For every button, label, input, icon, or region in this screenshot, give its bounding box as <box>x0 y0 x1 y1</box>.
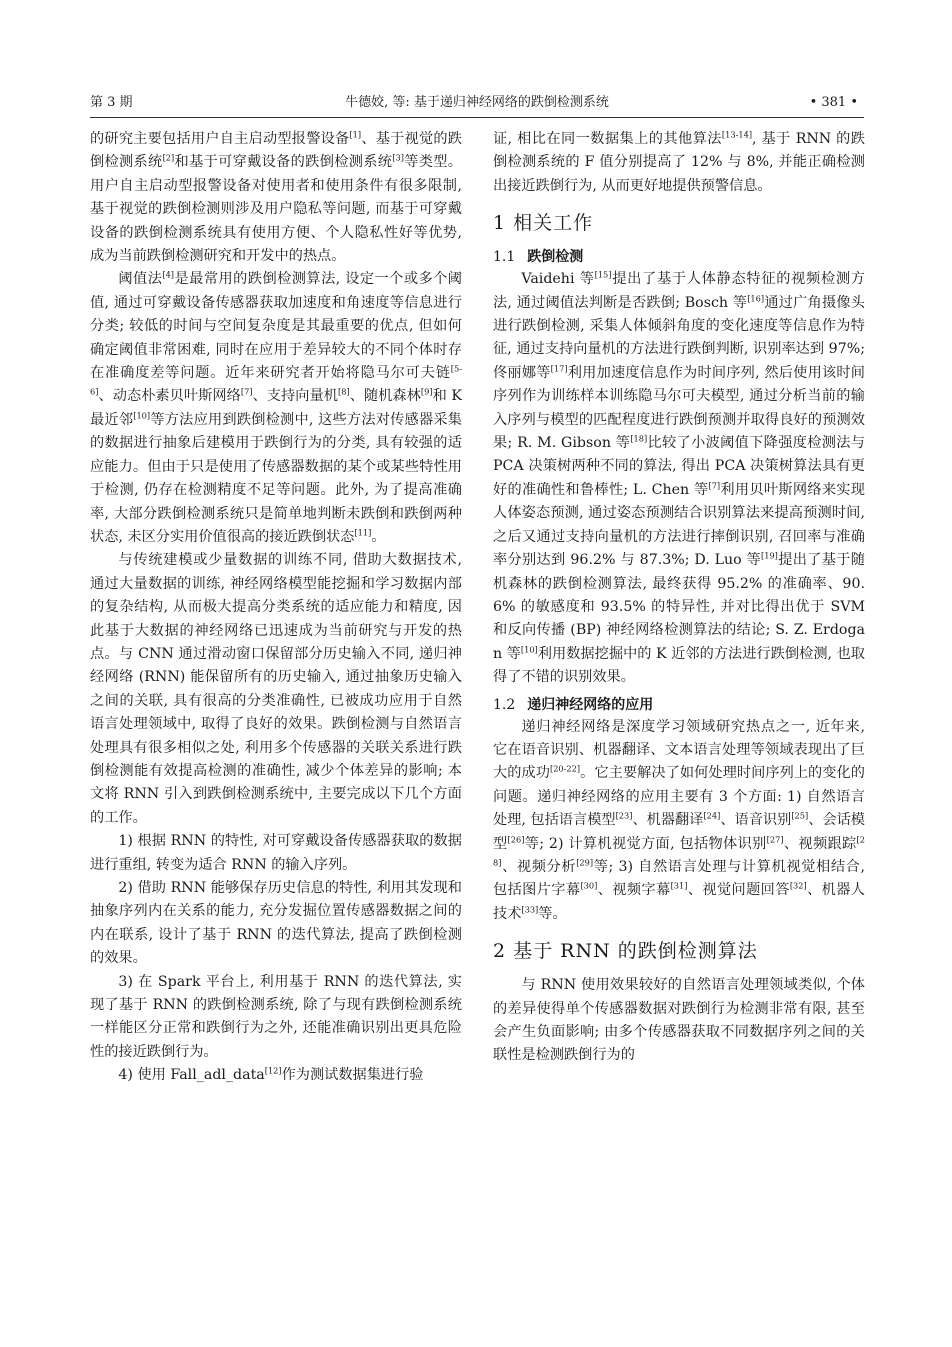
citation: [10] <box>520 643 538 654</box>
left-column <box>90 128 462 1088</box>
section-heading: 2 基于 RNN 的跌倒检测算法 <box>493 940 758 963</box>
paragraph: 递归神经网络是深度学习领域研究热点之一, 近年来, 它在语音识别、机器翻译、文本语言处理等领域表现出了巨大的成功[20-22]。它主要解决了如何处理时间序列上的变化的问题。递归神经网络的应用主要有 3 个方面: 1) 自然语言处理, 包括语言模型[23]、机器翻译[24]、语音识别[25]、会话模型[26]等; 2) 计算机视觉方面, 包括物体识别[27]、视频跟踪[28]、视频分析[29]等; 3) 自然语言处理与计算机视觉相结合, 包括图片字幕[30]、视频字幕[31]、视觉问题回答[32]、机器人技术[33]等。 <box>493 718 865 922</box>
citation: [8] <box>337 386 350 397</box>
citation: [25] <box>791 810 809 821</box>
citation: [23] <box>615 810 633 821</box>
paragraph: 1) 根据 RNN 的特性, 对可穿戴设备传感器获取的数据进行重组, 转变为适合 RNN 的输入序列。 <box>90 833 462 873</box>
section-heading: 1 相关工作 <box>493 212 594 235</box>
citation: [33] <box>521 904 539 915</box>
citation: [5-6] <box>90 363 462 397</box>
citation: [15] <box>594 269 612 280</box>
paragraph: Vaidehi 等[15]提出了基于人体静态特征的视频检测方法, 通过阈值法判断是否跌倒; Bosch 等[16]通过广角摄像头进行跌倒检测, 采集人体倾斜角度的变化速度等信息作为特征, 通过支持向量机的方法进行跌倒判断, 识别率达到 97%; 佟丽娜等[17]利用加速度信息作为时间序列, 然后使用该时间序列作为训练样本训练隐马尔可夫模型, 通过分析当前的输入序列与模型的匹配程度进行跌倒预测并取得良好的预测效果; R. M. Gibson 等[18]比较了小波阈值下降强度检测法与 PCA 决策树两种不同的算法, 得出 PCA 决策树算法具有更好的准确性和鲁棒性; L. Chen 等[7]利用贝叶斯网络来实现人体姿态预测, 通过姿态预测结合识别算法来提高预测时间, 之后又通过支持向量机的方法进行摔倒识别, 召回率与准确率分别达到 96.2% 与 87.3%; D. Luo 等[19]提出了基于随机森林的跌倒检测算法, 最终获得 95.2% 的准确率、90.6% 的敏感度和 93.5% 的特异性, 并对比得出优于 SVM 和反向传播 (BP) 神经网络检测算法的结论; S. Z. Erdogan 等[10]利用数据挖掘中的 K 近邻的方法进行跌倒检测, 也取得了不错的识别效果。 <box>493 269 865 686</box>
right-column <box>493 128 865 1068</box>
citation: [28] <box>493 833 865 868</box>
subsection-heading: 1.2 递归神经网络的应用 <box>493 696 654 713</box>
paragraph: 3) 在 Spark 平台上, 利用基于 RNN 的迭代算法, 实现了基于 RNN 的跌倒检测系统, 除了与现有跌倒检测系统一样能区分正常和跌倒行为之外, 还能准确识别出更具危险性的接近跌倒行为。 <box>90 973 462 1060</box>
paragraph: 与传统建模或少量数据的训练不同, 借助大数据技术, 通过大量数据的训练, 神经网络模型能挖掘和学习数据内部的复杂结构, 从而极大提高分类系统的适应能力和精度, 因此基于大数据的神经网络已迅速成为当前研究与开发的热点。与 CNN 通过滑动窗口保留部分历史输入不同, 递归神经网络 (RNN) 能保留所有的历史输入, 通过抽象历史输入之间的关联, 具有很高的分类准确性, 已被成功应用于自然语言处理领域中, 取得了良好的效果。跌倒检测与自然语言处理具有很多相似之处, 利用多个传感器的关联关系进行跌倒检测能有效提高检测的准确性, 减少个体差异的影响; 本文将 RNN 引入到跌倒检测系统中, 主要完成以下几个方面的工作。 <box>90 552 462 826</box>
paragraph: 的研究主要包括用户自主启动型报警设备[1]、基于视觉的跌倒检测系统[2]和基于可穿戴设备的跌倒检测系统[3]等类型。用户自主启动型报警设备对使用者和使用条件有很多限制, 基于视觉的跌倒检测则涉及用户隐私等问题, 而基于可穿戴设备的跌倒检测系统具有使用方便、个人隐私性好等优势, 成为当前跌倒检测研究和开发中的热点。 <box>90 129 462 265</box>
citation: [7] <box>708 480 721 491</box>
citation: [32] <box>789 880 807 891</box>
header-rule <box>90 117 864 118</box>
citation: [20-22] <box>549 763 581 774</box>
citation: [24] <box>703 810 721 821</box>
citation: [10] <box>133 410 151 421</box>
citation: [4] <box>162 269 175 280</box>
paragraph: 2) 借助 RNN 能够保存历史信息的特性, 利用其发现和抽象序列内在关系的能力, 充分发掘位置传感器数据之间的内在联系, 设计了基于 RNN 的迭代算法, 提高了跌倒检测的效果。 <box>90 880 462 967</box>
paragraph: 证, 相比在同一数据集上的其他算法[13-14], 基于 RNN 的跌倒检测系统的 F 值分别提高了 12% 与 8%, 并能正确检测出接近跌倒行为, 从而更好地提供预警信息。 <box>493 129 865 194</box>
paragraph: 阈值法[4]是最常用的跌倒检测算法, 设定一个或多个阈值, 通过可穿戴设备传感器获取加速度和角速度等信息进行分类; 较低的时间与空间复杂度是其最重要的优点, 但如何确定阈值非常困难, 同时在应用于差异较大的不同个体时存在准确度差等问题。近年来研究者开始将隐马尔可夫链[5-6]、动态朴素贝叶斯网络[7]、支持向量机[8]、随机森林[9]和 K 最近邻[10]等方法应用到跌倒检测中, 这些方法对传感器采集的数据进行抽象后建模用于跌倒行为的分类, 具有较强的适应能力。但由于只是使用了传感器数据的某个或某些特性用于检测, 仍存在检测精度不足等问题。此外, 为了提高准确率, 大部分跌倒检测系统只是简单地判断未跌倒和跌倒两种状态, 未区分实用价值很高的接近跌倒状态[11]。 <box>90 269 462 545</box>
paragraph: 与 RNN 使用效果较好的自然语言处理领域类似, 个体的差异使得单个传感器数据对跌倒行为检测非常有限, 甚至会产生负面影响; 由多个传感器获取不同数据序列之间的关联性是检测跌倒行为的 <box>493 977 865 1064</box>
citation: [17] <box>550 363 568 374</box>
citation: [26] <box>507 833 525 844</box>
citation: [13-14] <box>721 129 753 140</box>
page-number: • 381 • <box>809 95 858 110</box>
citation: [3] <box>392 152 404 163</box>
citation: [9] <box>420 386 433 397</box>
running-title: 牛德姣, 等: 基于递归神经网络的跌倒检测系统 <box>345 95 609 110</box>
citation: [19] <box>761 550 778 561</box>
issue-label: 第 3 期 <box>90 95 133 110</box>
citation: [27] <box>766 833 784 844</box>
citation: [2] <box>162 152 175 163</box>
citation: [11] <box>354 527 372 538</box>
paragraph: 4) 使用 Fall_adl_data[12]作为测试数据集进行验 <box>118 1065 424 1084</box>
citation: [1] <box>349 129 362 140</box>
citation: [30] <box>580 880 598 891</box>
running-header <box>90 92 864 114</box>
citation: [12] <box>264 1065 282 1076</box>
citation: [31] <box>670 880 688 891</box>
citation: [18] <box>630 433 648 444</box>
subsection-heading: 1.1 跌倒检测 <box>493 249 584 266</box>
citation: [16] <box>747 292 765 303</box>
citation: [7] <box>240 386 253 397</box>
citation: [29] <box>576 857 594 868</box>
